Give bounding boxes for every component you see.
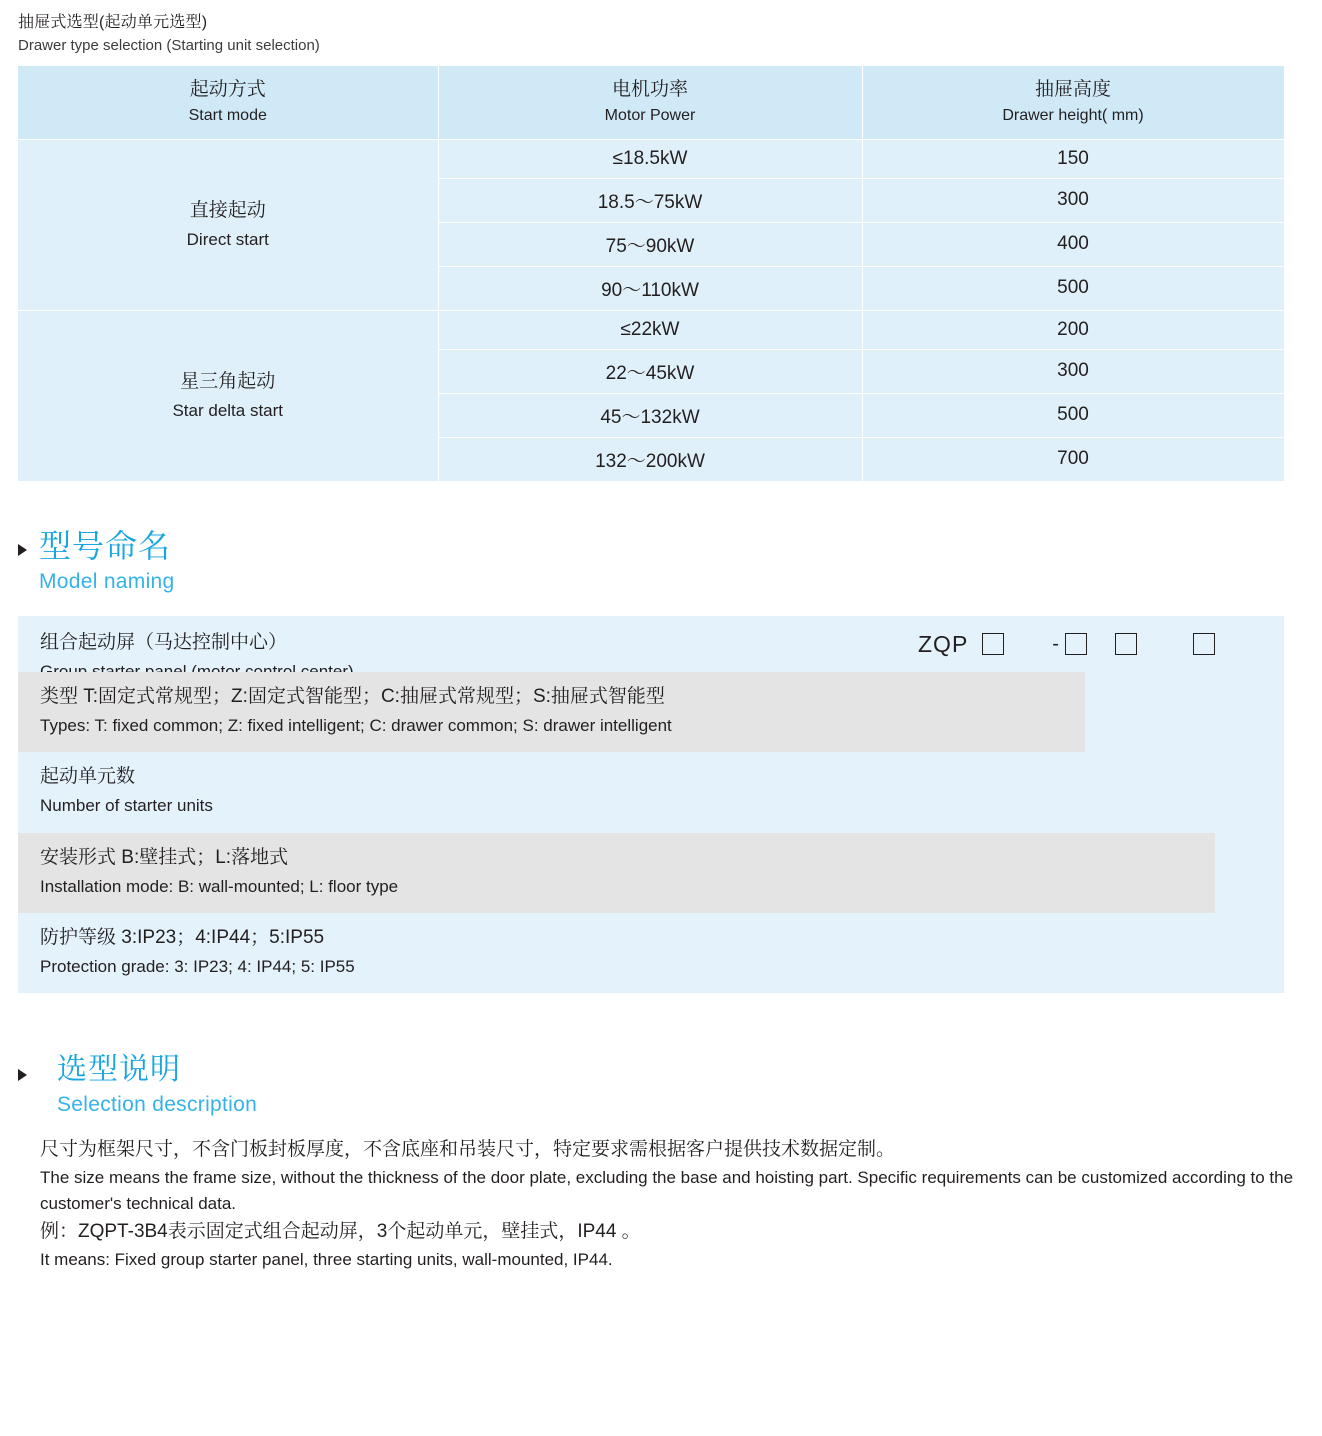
naming-row-product xyxy=(18,616,1284,672)
cell-height: 500 xyxy=(862,393,1284,437)
naming-row-installation-en: Installation mode: B: wall-mounted; L: floor type xyxy=(40,876,399,896)
cell-height: 150 xyxy=(862,139,1284,178)
model-naming-diagram xyxy=(18,616,1284,992)
cell-start-mode-star-delta: 星三角起动 Star delta start xyxy=(18,310,438,481)
cell-power: ≤22kW xyxy=(438,310,862,349)
header-drawer-height-cn: 抽屉高度 xyxy=(1034,78,1111,100)
table-header-row xyxy=(18,66,1284,139)
naming-row-types xyxy=(18,672,1085,752)
cell-power: ≤18.5kW xyxy=(438,139,862,178)
cell-height: 400 xyxy=(862,222,1284,266)
model-naming-title-en: Model naming xyxy=(39,570,175,594)
cell-start-mode-direct: 直接起动 Direct start xyxy=(18,139,438,310)
code-box-installation[interactable] xyxy=(1115,633,1137,655)
model-code-area xyxy=(918,616,1215,672)
code-box-unit-count[interactable] xyxy=(1065,633,1087,655)
table-row xyxy=(18,139,1284,178)
table-row xyxy=(18,310,1284,349)
selection-line-2: The size means the frame size, without the thickness of the door plate, excluding the base and hoisting part. Specific requirements can be customized according to the customer's technical data. xyxy=(40,1167,1294,1214)
header-motor-power-cn: 电机功率 xyxy=(611,78,688,100)
selection-line-1: 尺寸为框架尺寸，不含门板封板厚度，不含底座和吊装尺寸，特定要求需根据客户提供技术数据定制。 xyxy=(40,1139,896,1161)
cell-power: 22～45kW xyxy=(438,349,862,393)
table-caption-en: Drawer type selection (Starting unit selection) xyxy=(18,36,320,54)
selection-line-4: It means: Fixed group starter panel, three starting units, wall-mounted, IP44. xyxy=(40,1249,613,1269)
header-motor-power xyxy=(438,66,862,139)
cell-height: 200 xyxy=(862,310,1284,349)
naming-row-protection xyxy=(18,913,1284,993)
selection-line-3: 例：ZQPT-3B4表示固定式组合起动屏，3个起动单元，壁挂式，IP44 。 xyxy=(40,1221,641,1243)
naming-row-protection-en: Protection grade: 3: IP23; 4: IP44; 5: IP55 xyxy=(40,956,355,976)
header-start-mode-en: Start mode xyxy=(188,107,267,125)
cell-power: 75～90kW xyxy=(438,222,862,266)
naming-row-product-cn: 组合起动屏（马达控制中心） xyxy=(40,632,288,654)
header-motor-power-en: Motor Power xyxy=(604,107,696,125)
header-start-mode xyxy=(18,66,438,139)
naming-row-protection-cn: 防护等级 3:IP23；4:IP44；5:IP55 xyxy=(40,926,325,948)
cell-height: 700 xyxy=(862,437,1284,481)
cell-power: 132～200kW xyxy=(438,437,862,481)
naming-row-unit-count-en: Number of starter units xyxy=(40,796,213,816)
table-caption-cn: 抽屉式选型(起动单元选型) xyxy=(18,14,208,31)
section-heading-model-naming xyxy=(18,528,1284,595)
cell-power: 90～110kW xyxy=(438,266,862,310)
cell-power: 18.5～75kW xyxy=(438,178,862,222)
selection-description-body xyxy=(40,1135,1306,1273)
code-dash: - xyxy=(1052,633,1059,656)
model-naming-title-cn: 型号命名 xyxy=(39,527,172,564)
cell-height: 300 xyxy=(862,349,1284,393)
naming-row-installation xyxy=(18,833,1215,913)
naming-row-unit-count xyxy=(18,752,1160,832)
code-box-protection[interactable] xyxy=(1193,633,1215,655)
header-drawer-height-en: Drawer height( mm) xyxy=(1002,107,1144,125)
cell-height: 500 xyxy=(862,266,1284,310)
model-code-prefix: ZQP xyxy=(918,631,969,658)
naming-row-unit-count-cn: 起动单元数 xyxy=(40,766,136,788)
selection-title-en: Selection description xyxy=(57,1093,258,1117)
selection-title-cn: 选型说明 xyxy=(57,1052,181,1086)
section-heading-selection xyxy=(18,1053,1284,1118)
naming-row-installation-cn: 安装形式 B:壁挂式；L:落地式 xyxy=(40,846,289,868)
drawer-selection-table xyxy=(18,66,1285,482)
header-start-mode-cn: 起动方式 xyxy=(189,78,266,100)
naming-row-types-cn: 类型 T:固定式常规型；Z:固定式智能型；C:抽屉式常规型；S:抽屉式智能型 xyxy=(40,686,665,708)
cell-height: 300 xyxy=(862,178,1284,222)
table-caption xyxy=(18,12,1284,56)
naming-row-types-en: Types: T: fixed common; Z: fixed intelligent; C: drawer common; S: drawer intelligent xyxy=(40,716,672,736)
code-box-type[interactable] xyxy=(982,633,1004,655)
triangle-bullet-icon xyxy=(18,544,27,556)
cell-power: 45～132kW xyxy=(438,393,862,437)
header-drawer-height xyxy=(862,66,1284,139)
triangle-bullet-icon-2 xyxy=(18,1069,27,1081)
